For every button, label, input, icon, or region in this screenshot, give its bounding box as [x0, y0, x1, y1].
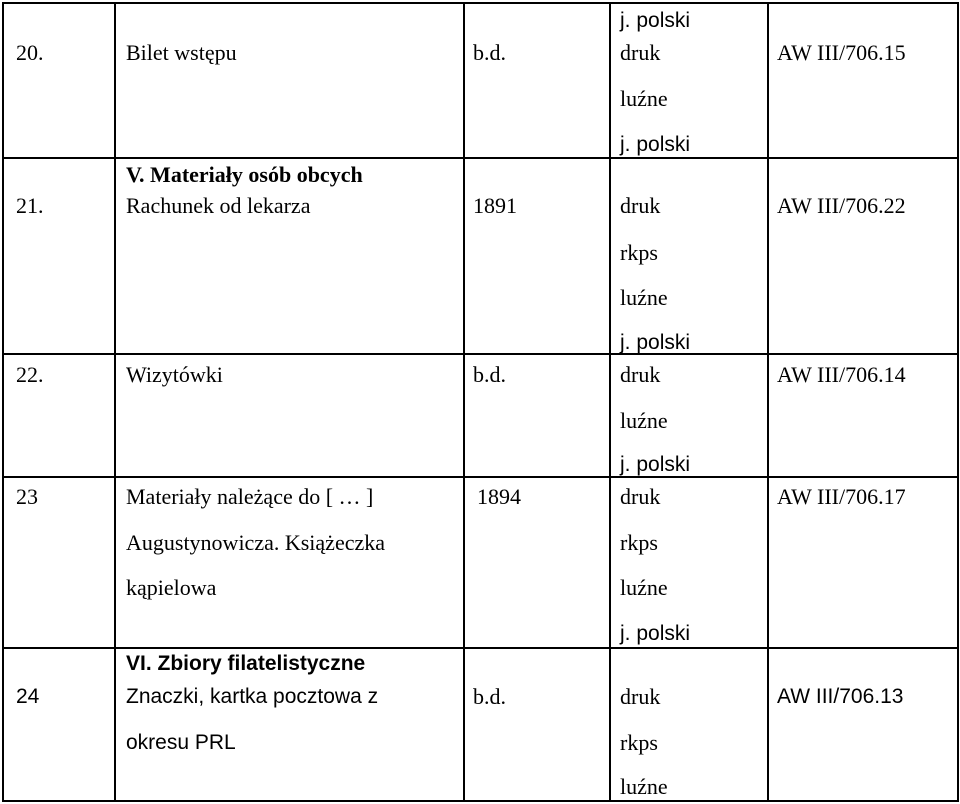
- type-line: rkps: [620, 730, 658, 755]
- grid-line: [957, 2, 959, 802]
- row-signature: AW III/706.13: [777, 685, 904, 708]
- type-line: druk: [620, 40, 661, 65]
- grid-line: [2, 353, 959, 355]
- grid-line: [2, 2, 4, 802]
- row-date: 1894: [477, 484, 521, 509]
- row-title: Rachunek od lekarza: [126, 193, 311, 218]
- type-line: luźne: [620, 774, 668, 799]
- type-line: luźne: [620, 408, 668, 433]
- type-line: j. polski: [620, 453, 691, 476]
- section-heading: VI. Zbiory filatelistyczne: [126, 652, 366, 675]
- row-number: 20.: [16, 40, 44, 65]
- grid-line: [463, 2, 465, 802]
- row-number: 23: [16, 484, 38, 509]
- grid-line: [114, 2, 116, 802]
- grid-line: [2, 2, 959, 4]
- row-title-line: okresu PRL: [126, 731, 236, 754]
- grid-line: [2, 647, 959, 649]
- row-title: Bilet wstępu: [126, 40, 237, 65]
- grid-line: [609, 2, 611, 802]
- grid-line: [2, 157, 959, 159]
- type-line: rkps: [620, 240, 658, 265]
- type-line: luźne: [620, 575, 668, 600]
- type-line: j. polski: [620, 9, 691, 32]
- row-number: 22.: [16, 362, 44, 387]
- row-title-line: Materiały należące do [ … ]: [126, 484, 374, 509]
- row-title-line: kąpielowa: [126, 575, 217, 600]
- grid-line: [2, 476, 959, 478]
- type-line: druk: [620, 484, 661, 509]
- type-line: druk: [620, 684, 661, 709]
- grid-line: [767, 2, 769, 802]
- row-date: b.d.: [473, 684, 506, 709]
- row-title: Wizytówki: [126, 362, 223, 387]
- row-signature: AW III/706.15: [777, 40, 906, 65]
- section-heading: V. Materiały osób obcych: [126, 162, 363, 187]
- type-line: j. polski: [620, 331, 691, 354]
- type-line: j. polski: [620, 133, 691, 156]
- row-number: 24: [16, 685, 40, 708]
- type-line: druk: [620, 362, 661, 387]
- type-line: luźne: [620, 285, 668, 310]
- type-line: druk: [620, 193, 661, 218]
- row-number: 21.: [16, 193, 44, 218]
- row-title-line: Znaczki, kartka pocztowa z: [126, 685, 379, 708]
- type-line: luźne: [620, 86, 668, 111]
- row-date: 1891: [473, 193, 517, 218]
- row-signature: AW III/706.17: [777, 484, 906, 509]
- type-line: j. polski: [620, 622, 691, 645]
- row-title-line: Augustynowicza. Książeczka: [126, 530, 386, 555]
- row-date: b.d.: [473, 40, 506, 65]
- grid-line: [2, 800, 959, 802]
- row-signature: AW III/706.14: [777, 362, 906, 387]
- row-date: b.d.: [473, 362, 506, 387]
- type-line: rkps: [620, 530, 658, 555]
- row-signature: AW III/706.22: [777, 193, 906, 218]
